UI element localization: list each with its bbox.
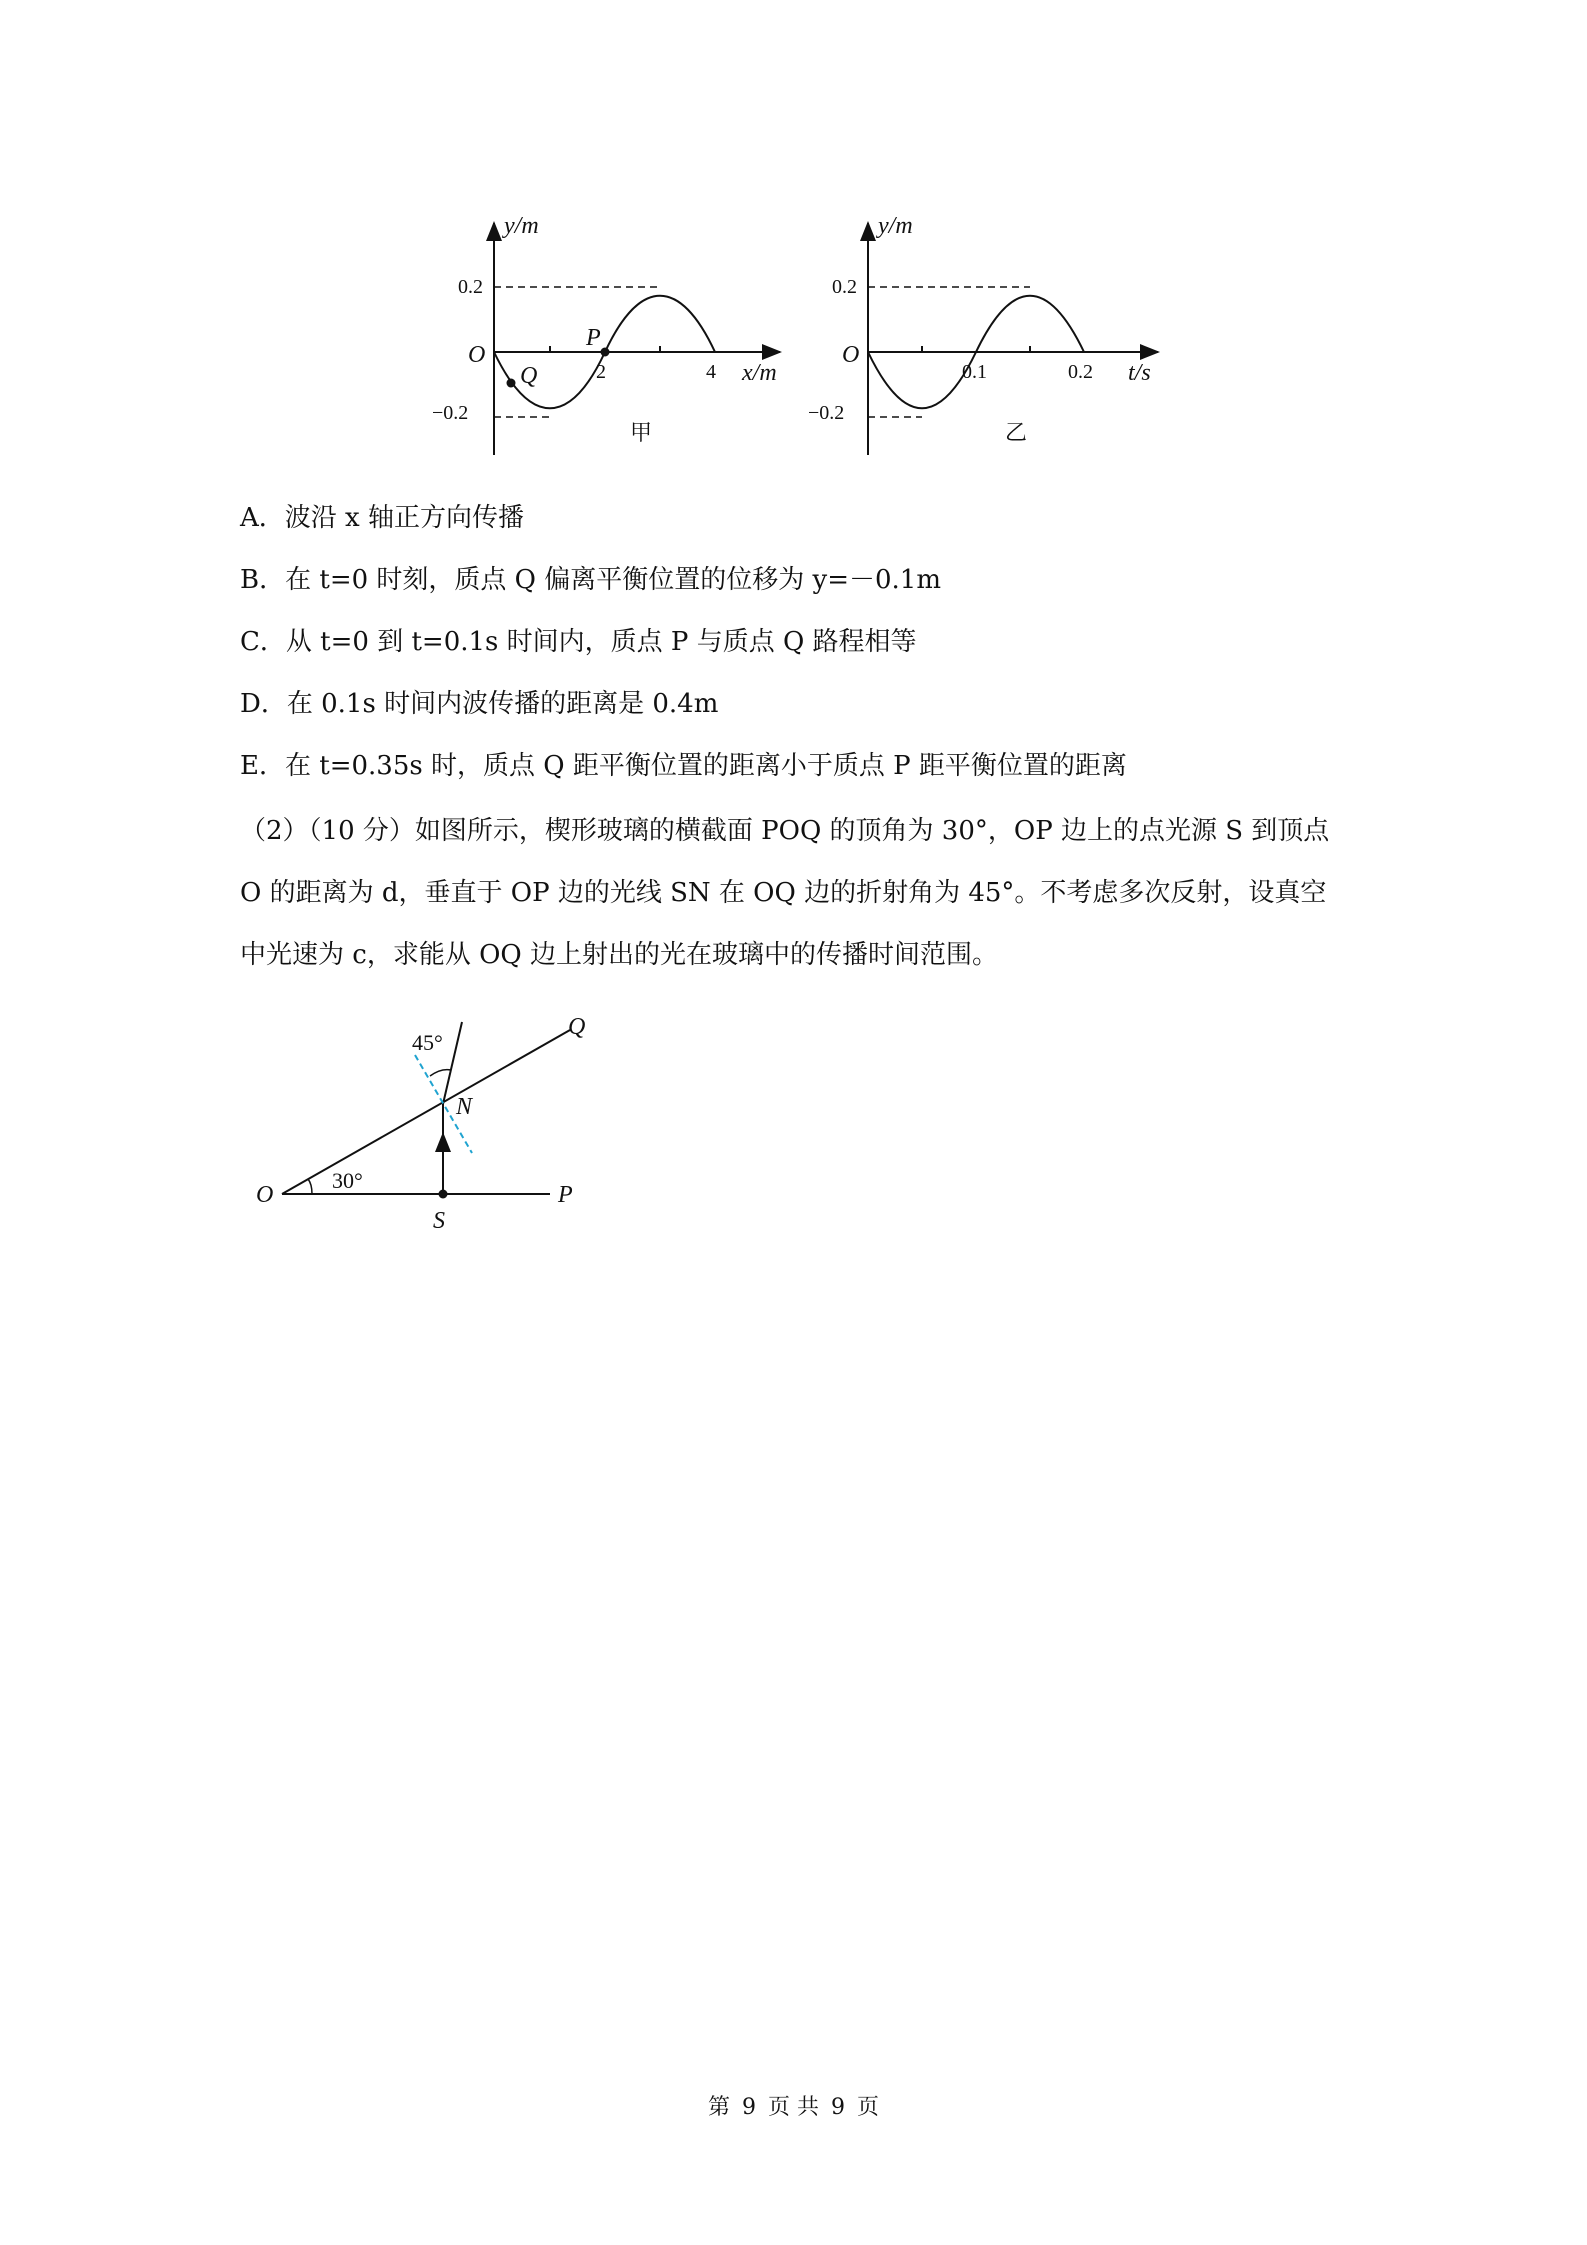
tick-label-x-01: 0.1 — [962, 361, 987, 383]
tick-label-y-neg: −0.2 — [432, 402, 469, 424]
y-axis-label: y/m — [878, 215, 913, 239]
option-d — [240, 687, 718, 721]
option-e — [240, 749, 1127, 783]
label-o: O — [256, 1182, 274, 1208]
origin-label: O — [468, 342, 486, 368]
angle-label-30: 30° — [332, 1168, 363, 1193]
prism-diagram — [240, 1010, 620, 1240]
page-total: 9 — [831, 2095, 845, 2120]
option-b — [240, 563, 941, 597]
label-s: S — [433, 1208, 445, 1234]
tick-label-x-2: 2 — [596, 361, 606, 383]
point-q — [507, 379, 516, 388]
point-q-label: Q — [520, 363, 538, 389]
figure-caption: 乙 — [1005, 420, 1028, 445]
x-axis-label: t/s — [1128, 360, 1151, 386]
page-footer — [0, 2090, 1587, 2121]
option-text: 在 t=0 时刻，质点 Q 偏离平衡位置的位移为 y=－0.1m — [285, 565, 942, 595]
tick-label-y-neg: −0.2 — [808, 402, 845, 424]
question-2-line-2: O 的距离为 d，垂直于 OP 边的光线 SN 在 OQ 边的折射角为 45°。不考虑多次反射，设真空 — [240, 878, 1327, 908]
tick-label-y-pos: 0.2 — [458, 276, 483, 298]
option-letter: E． — [240, 751, 285, 781]
wave-graph-yi — [800, 215, 1180, 465]
question-2-line-3: 中光速为 c，求能从 OQ 边上射出的光在玻璃中的传播时间范围。 — [240, 940, 998, 970]
question-2-line-1: （2）（10 分）如图所示，楔形玻璃的横截面 POQ 的顶角为 30°，OP 边上的点光源 S 到顶点 — [240, 816, 1330, 846]
wave-graph-jia — [420, 215, 800, 465]
footer-suffix: 页 — [857, 2095, 880, 2120]
ray-refracted — [443, 1022, 462, 1104]
label-q: Q — [568, 1014, 586, 1040]
x-axis-label: x/m — [742, 360, 777, 386]
option-text: 在 t=0.35s 时，质点 Q 距平衡位置的距离小于质点 P 距平衡位置的距离 — [284, 751, 1127, 781]
question-2 — [240, 800, 1360, 986]
footer-mid: 页 共 — [768, 2095, 819, 2120]
point-p — [601, 348, 610, 357]
footer-prefix: 第 — [707, 2095, 730, 2120]
label-n: N — [456, 1094, 473, 1120]
angle-label-45: 45° — [412, 1030, 443, 1055]
label-p: P — [558, 1182, 573, 1208]
tick-label-x-4: 4 — [706, 361, 716, 383]
option-letter: B． — [240, 565, 286, 595]
figure-caption: 甲 — [630, 420, 653, 445]
option-text: 在 0.1s 时间内波传播的距离是 0.4m — [286, 689, 719, 719]
tick-label-x-02: 0.2 — [1068, 361, 1093, 383]
angle-arc-30 — [308, 1179, 312, 1194]
option-text: 从 t=0 到 t=0.1s 时间内，质点 P 与质点 Q 路程相等 — [285, 627, 917, 657]
option-a — [240, 501, 524, 535]
option-letter: A． — [240, 503, 285, 533]
option-c — [240, 625, 917, 659]
page-number: 9 — [742, 2095, 756, 2120]
option-letter: D． — [240, 689, 287, 719]
option-letter: C． — [240, 627, 286, 657]
point-s — [439, 1190, 448, 1199]
tick-label-y-pos: 0.2 — [832, 276, 857, 298]
angle-arc-45 — [430, 1070, 451, 1076]
point-p-label: P — [586, 325, 601, 351]
y-axis-label: y/m — [504, 215, 539, 239]
option-text: 波沿 x 轴正方向传播 — [284, 503, 524, 533]
origin-label: O — [842, 342, 860, 368]
